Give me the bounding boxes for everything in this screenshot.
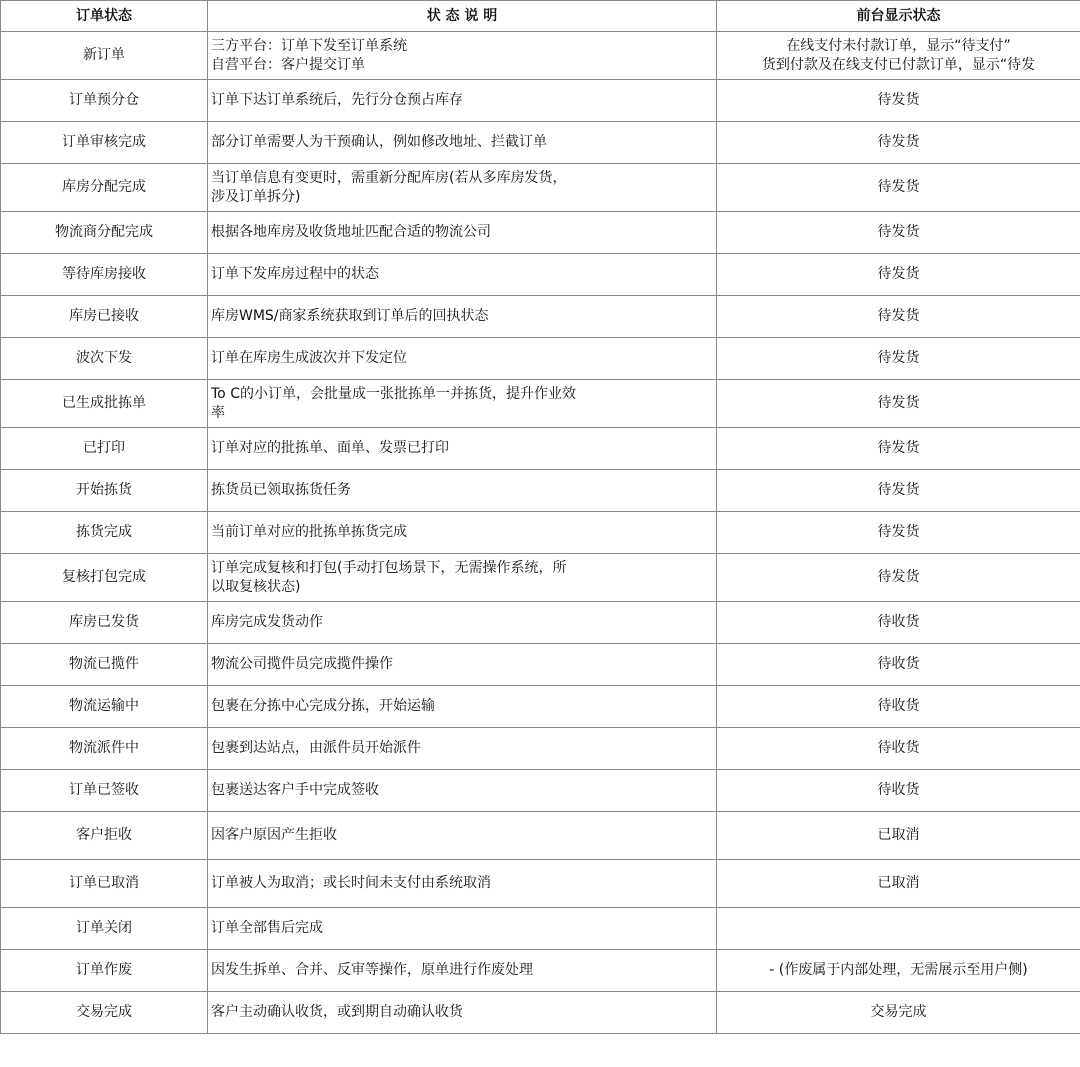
table-row xyxy=(1,908,1080,950)
header-status-description: 状 态 说 明 xyxy=(208,1,717,32)
description-cell: 订单下达订单系统后，先行分仓预占库存 xyxy=(208,80,717,122)
frontend-status-cell: 待收货 xyxy=(717,686,1080,728)
frontend-status-cell: 待发货 xyxy=(717,554,1080,602)
table-row xyxy=(1,212,1080,254)
description-cell: 当前订单对应的批拣单拣货完成 xyxy=(208,512,717,554)
status-cell: 库房已发货 xyxy=(1,602,208,644)
frontend-status-cell xyxy=(717,908,1080,950)
status-cell: 订单作废 xyxy=(1,950,208,992)
description-cell: 客户主动确认收货，或到期自动确认收货 xyxy=(208,992,717,1034)
frontend-status-cell: 待发货 xyxy=(717,296,1080,338)
status-cell: 交易完成 xyxy=(1,992,208,1034)
description-cell: 订单对应的批拣单、面单、发票已打印 xyxy=(208,428,717,470)
frontend-status-cell: 待发货 xyxy=(717,122,1080,164)
status-cell: 已打印 xyxy=(1,428,208,470)
table-row xyxy=(1,602,1080,644)
status-cell: 拣货完成 xyxy=(1,512,208,554)
description-cell: 当订单信息有变更时，需重新分配库房(若从多库房发货， 涉及订单拆分) xyxy=(208,164,717,212)
table-row xyxy=(1,644,1080,686)
frontend-status-cell: 待发货 xyxy=(717,80,1080,122)
table-row xyxy=(1,122,1080,164)
status-cell: 订单预分仓 xyxy=(1,80,208,122)
status-cell: 客户拒收 xyxy=(1,812,208,860)
description-cell: 包裹在分拣中心完成分拣，开始运输 xyxy=(208,686,717,728)
table-row xyxy=(1,950,1080,992)
status-cell: 波次下发 xyxy=(1,338,208,380)
frontend-status-cell: 待收货 xyxy=(717,602,1080,644)
frontend-status-cell: 已取消 xyxy=(717,812,1080,860)
table-row xyxy=(1,338,1080,380)
description-cell: 订单全部售后完成 xyxy=(208,908,717,950)
table-row xyxy=(1,80,1080,122)
status-cell: 库房分配完成 xyxy=(1,164,208,212)
status-cell: 物流已揽件 xyxy=(1,644,208,686)
table-row xyxy=(1,254,1080,296)
frontend-status-cell: 交易完成 xyxy=(717,992,1080,1034)
description-cell: To C的小订单，会批量成一张批拣单一并拣货，提升作业效 率 xyxy=(208,380,717,428)
table-row xyxy=(1,164,1080,212)
description-cell: 订单被人为取消；或长时间未支付由系统取消 xyxy=(208,860,717,908)
table-row xyxy=(1,32,1080,80)
status-cell: 订单审核完成 xyxy=(1,122,208,164)
frontend-status-cell: 待发货 xyxy=(717,164,1080,212)
table-row xyxy=(1,770,1080,812)
description-cell: 库房WMS/商家系统获取到订单后的回执状态 xyxy=(208,296,717,338)
frontend-status-cell: 待发货 xyxy=(717,254,1080,296)
frontend-status-cell: 待发货 xyxy=(717,380,1080,428)
description-cell: 订单完成复核和打包(手动打包场景下，无需操作系统，所 以取复核状态) xyxy=(208,554,717,602)
table-row xyxy=(1,992,1080,1034)
status-cell: 等待库房接收 xyxy=(1,254,208,296)
status-cell: 库房已接收 xyxy=(1,296,208,338)
status-cell: 物流运输中 xyxy=(1,686,208,728)
status-cell: 已生成批拣单 xyxy=(1,380,208,428)
header-frontend-status: 前台显示状态 xyxy=(717,1,1080,32)
frontend-status-cell: 待收货 xyxy=(717,770,1080,812)
status-cell: 复核打包完成 xyxy=(1,554,208,602)
frontend-status-cell: - (作废属于内部处理，无需展示至用户侧) xyxy=(717,950,1080,992)
table-row xyxy=(1,686,1080,728)
status-cell: 订单关闭 xyxy=(1,908,208,950)
table-row xyxy=(1,470,1080,512)
status-cell: 订单已签收 xyxy=(1,770,208,812)
description-cell: 拣货员已领取拣货任务 xyxy=(208,470,717,512)
status-cell: 物流商分配完成 xyxy=(1,212,208,254)
description-cell: 部分订单需要人为干预确认，例如修改地址、拦截订单 xyxy=(208,122,717,164)
frontend-status-cell: 已取消 xyxy=(717,860,1080,908)
description-cell: 因发生拆单、合并、反审等操作，原单进行作废处理 xyxy=(208,950,717,992)
description-cell: 三方平台：订单下发至订单系统 自营平台：客户提交订单 xyxy=(208,32,717,80)
description-cell: 包裹到达站点，由派件员开始派件 xyxy=(208,728,717,770)
description-cell: 包裹送达客户手中完成签收 xyxy=(208,770,717,812)
status-cell: 物流派件中 xyxy=(1,728,208,770)
table-row xyxy=(1,860,1080,908)
table-row xyxy=(1,296,1080,338)
frontend-status-cell: 待收货 xyxy=(717,728,1080,770)
status-cell: 新订单 xyxy=(1,32,208,80)
table-row xyxy=(1,554,1080,602)
description-cell: 订单下发库房过程中的状态 xyxy=(208,254,717,296)
description-cell: 订单在库房生成波次并下发定位 xyxy=(208,338,717,380)
frontend-status-cell: 待发货 xyxy=(717,428,1080,470)
frontend-status-cell: 待发货 xyxy=(717,212,1080,254)
description-cell: 根据各地库房及收货地址匹配合适的物流公司 xyxy=(208,212,717,254)
description-cell: 库房完成发货动作 xyxy=(208,602,717,644)
table-row xyxy=(1,428,1080,470)
status-cell: 订单已取消 xyxy=(1,860,208,908)
table-row xyxy=(1,380,1080,428)
description-cell: 因客户原因产生拒收 xyxy=(208,812,717,860)
frontend-status-cell: 待发货 xyxy=(717,338,1080,380)
header-order-status: 订单状态 xyxy=(1,1,208,32)
frontend-status-cell: 待发货 xyxy=(717,470,1080,512)
frontend-status-cell: 在线支付未付款订单，显示“待支付” 货到付款及在线支付已付款订单，显示“待发 xyxy=(717,32,1080,80)
description-cell: 物流公司揽件员完成揽件操作 xyxy=(208,644,717,686)
status-cell: 开始拣货 xyxy=(1,470,208,512)
frontend-status-cell: 待收货 xyxy=(717,644,1080,686)
frontend-status-cell: 待发货 xyxy=(717,512,1080,554)
table-header-row xyxy=(1,1,1080,32)
table-row xyxy=(1,728,1080,770)
table-row xyxy=(1,512,1080,554)
table-row xyxy=(1,812,1080,860)
